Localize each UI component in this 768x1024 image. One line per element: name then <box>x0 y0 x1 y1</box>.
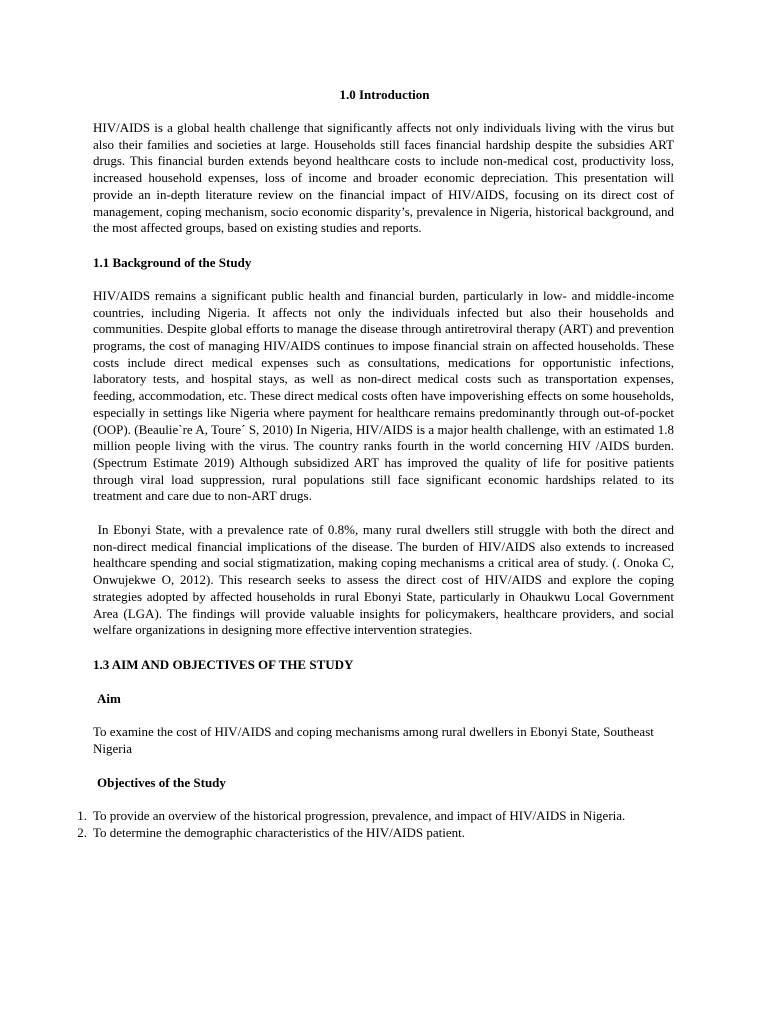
page-title: 1.0 Introduction <box>339 87 430 102</box>
objectives-heading: Objectives of the Study <box>97 775 226 791</box>
list-item-text: To determine the demographic characteristics of the HIV/AIDS patient. <box>93 825 465 841</box>
list-item-text: To provide an overview of the historical progression, prevalence, and impact of HIV/AIDS in Nigeria. <box>93 808 626 824</box>
aim-objectives-heading: 1.3 AIM AND OBJECTIVES OF THE STUDY <box>93 656 354 672</box>
aim-text: To examine the cost of HIV/AIDS and coping mechanisms among rural dwellers in Ebonyi State, Southeast Nigeria <box>93 723 654 756</box>
aim-heading: Aim <box>97 690 121 706</box>
background-paragraph-2: In Ebonyi State, with a prevalence rate of 0.8%, many rural dwellers still struggle with both the direct and non-direct medical financial implications of the disease. The burden of HIV/AIDS also extends to increased healthcare spending and social stigmatization, making coping mechanisms a critical area of study. (. Onoka C, Onwujekwe O, 2012). This research seeks to assess the direct cost of HIV/AIDS and explore the coping strategies adopted by affected households in rural Ebonyi State, particularly in Ohaukwu Local Government Area (LGA). The findings will provide valuable insights for policymakers, healthcare providers, and social welfare organizations in designing more effective intervention strategies. <box>93 522 678 638</box>
background-heading: 1.1 Background of the Study <box>93 254 252 270</box>
list-item-number: 1. <box>77 808 87 824</box>
list-item <box>77 808 674 825</box>
list-item <box>77 825 674 842</box>
background-paragraph-1: HIV/AIDS remains a significant public health and financial burden, particularly in low- and middle-income countries, including Nigeria. It affects not only the individuals infected but also their households and communities. Despite global efforts to manage the disease through antiretroviral therapy (ART) and prevention programs, the cost of managing HIV/AIDS continues to impose financial strain on affected households. These costs include direct medical expenses such as consultations, medications for opportunistic infections, laboratory tests, and hospital stays, as well as non-direct medical costs such as transportation expenses, feeding, accommodation, etc. These direct medical costs often have impoverishing effects on some households, especially in settings like Nigeria where payment for healthcare remains predominantly through out-of-pocket (OOP). (Beaulie`re A, Toure´ S, 2010) In Nigeria, HIV/AIDS is a major health challenge, with an estimated 1.8 million people living with the virus. The country ranks fourth in the world concerning HIV /AIDS burden.(Spectrum Estimate 2019) Although subsidized ART has improved the quality of life for positive patients through viral load suppression, rural populations still face significant economic hardships related to its treatment and care due to non-ART drugs. <box>93 287 674 504</box>
objectives-list <box>77 808 674 841</box>
list-item-number: 2. <box>77 825 87 841</box>
intro-paragraph: HIV/AIDS is a global health challenge that significantly affects not only individuals living with the virus but also their families and societies at large. Households still faces financial hardship despite the subsidies ART drugs. This financial burden extends beyond healthcare costs to include non-medical cost, productivity loss, increased household expenses, loss of income and broader economic depreciation. This presentation will provide an in-depth literature review on the financial impact of HIV/AIDS, focusing on its direct cost of management, coping mechanism, socio economic disparity’s, prevalence in Nigeria, historical background, and the most affected groups, based on existing studies and reports. <box>93 120 674 236</box>
